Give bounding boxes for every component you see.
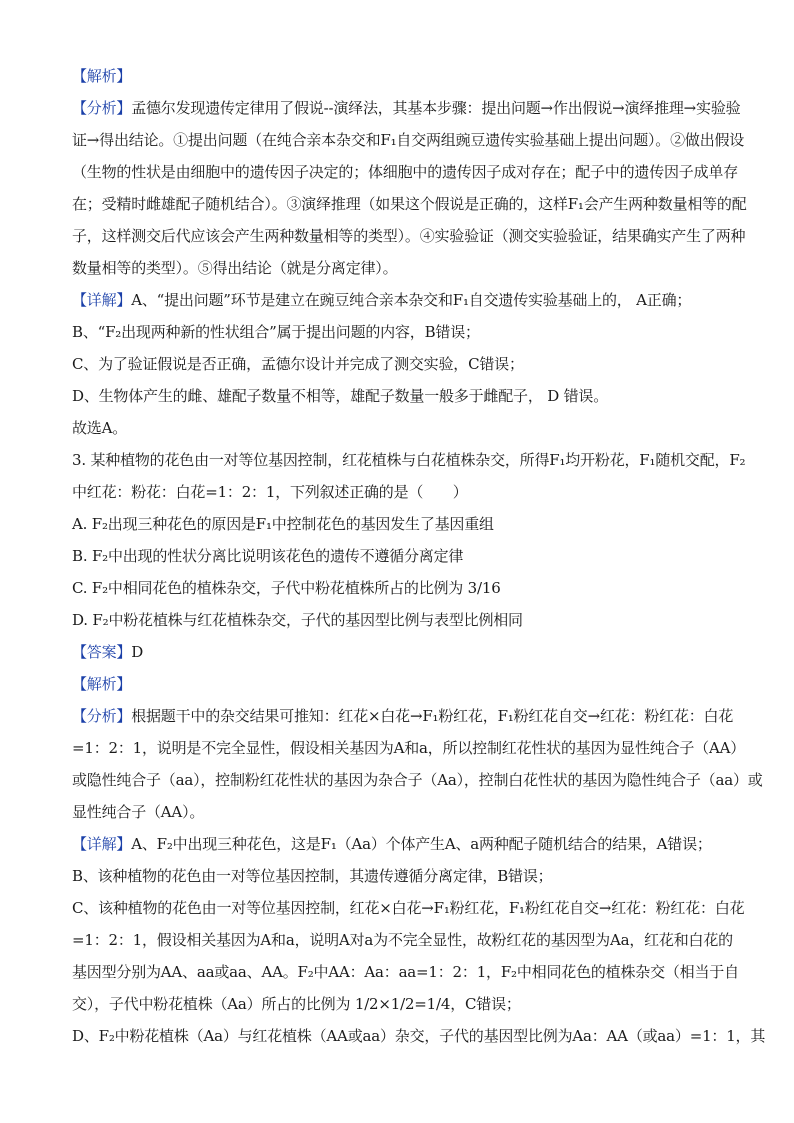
conclusion-line: 故选A。 <box>72 419 128 437</box>
fenxi-line: （生物的性状是由细胞中的遗传因子决定的；体细胞中的遗传因子成对存在；配子中的遗传因子成单存 <box>72 163 739 181</box>
fenxi-line <box>72 98 741 118</box>
fenxi-text: 孟德尔发现遗传定律用了假说--演绎法，其基本步骤：提出问题→作出假说→演绎推理→实验验 <box>131 99 741 117</box>
fenxi-line <box>72 706 732 726</box>
fenxi-line: 子，这样测交后代应该会产生两种数量相等的类型）。④实验验证（测交实验验证，结果确实产生了两种 <box>72 227 746 245</box>
xiangjie-text: A、“提出问题”环节是建立在豌豆纯合亲本杂交和F₁自交遗传实验基础上的， A正确； <box>131 291 692 309</box>
jiexi-heading <box>72 66 732 86</box>
fenxi-line: 或隐性纯合子（aa），控制粉红花性状的基因为杂合子（Aa），控制白花性状的基因为隐性纯合子（aa）或 <box>72 771 763 789</box>
jiexi-heading <box>72 674 732 694</box>
xiangjie-line: B、该种植物的花色由一对等位基因控制，其遗传遵循分离定律，B错误； <box>72 867 553 885</box>
fenxi-text: 根据题干中的杂交结果可推知：红花×白花→F₁粉红花，F₁粉红花自交→红花：粉红花：白花 <box>131 707 734 725</box>
xiangjie-line: C、为了验证假说是否正确，孟德尔设计并完成了测交实验，C错误； <box>72 355 524 373</box>
xiangjie-line: 交），子代中粉花植株（Aa）所占的比例为 1/2×1/2=1/4，C错误； <box>72 995 521 1013</box>
xiangjie-tag: 【详解】 <box>72 835 132 853</box>
xiangjie-tag: 【详解】 <box>72 291 132 309</box>
option-a: A. F₂出现三种花色的原因是F₁中控制花色的基因发生了基因重组 <box>72 515 494 533</box>
fenxi-line: =1：2：1，说明是不完全显性，假设相关基因为A和a，所以控制红花性状的基因为显性纯合子（AA） <box>72 739 746 757</box>
xiangjie-line: C、该种植物的花色由一对等位基因控制，红花×白花→F₁粉红花，F₁粉红花自交→红花：粉红花：白花 <box>72 899 745 917</box>
xiangjie-line: =1：2：1，假设相关基因为A和a，说明A对a为不完全显性，故粉红花的基因型为Aa，红花和白花的 <box>72 931 733 949</box>
jiexi-tag: 【解析】 <box>72 675 132 693</box>
option-d: D. F₂中粉花植株与红花植株杂交，子代的基因型比例与表型比例相同 <box>72 611 523 629</box>
option-b: B. F₂中出现的性状分离比说明该花色的遗传不遵循分离定律 <box>72 547 464 565</box>
fenxi-tag: 【分析】 <box>72 707 132 725</box>
fenxi-line: 在；受精时雌雄配子随机结合）。③演绎推理（如果这个假说是正确的，这样F₁会产生两种数量相等的配 <box>72 195 747 213</box>
xiangjie-line <box>72 290 732 310</box>
xiangjie-line: D、F₂中粉花植株（Aa）与红花植株（AA或aa）杂交，子代的基因型比例为Aa：AA（或aa）=1：1，其 <box>72 1027 766 1045</box>
xiangjie-line: 基因型分别为AA、aa或aa、AA。F₂中AA：Aa：aa=1：2：1，F₂中相同花色的植株杂交（相当于自 <box>72 963 739 981</box>
xiangjie-text: A、F₂中出现三种花色，这是F₁（Aa）个体产生A、a两种配子随机结合的结果，A错误； <box>131 835 712 853</box>
xiangjie-line: D、生物体产生的雌、雄配子数量不相等，雄配子数量一般多于雌配子， D 错误。 <box>72 387 608 405</box>
xiangjie-line <box>72 834 732 854</box>
fenxi-line: 数量相等的类型）。⑤得出结论（就是分离定律）。 <box>72 259 398 277</box>
question-stem: 3. 某种植物的花色由一对等位基因控制，红花植株与白花植株杂交，所得F₁均开粉花，F₁随机交配，F₂ <box>72 451 746 469</box>
fenxi-line: 显性纯合子（AA）。 <box>72 803 205 821</box>
answer-value: D <box>131 643 144 661</box>
fenxi-tag: 【分析】 <box>72 99 132 117</box>
jiexi-tag: 【解析】 <box>72 67 132 85</box>
fenxi-line: 证→得出结论。①提出问题（在纯合亲本杂交和F₁自交两组豌豆遗传实验基础上提出问题）。②做出假设 <box>72 131 745 149</box>
option-c: C. F₂中相同花色的植株杂交，子代中粉花植株所占的比例为 3/16 <box>72 579 501 597</box>
answer-tag: 【答案】 <box>72 643 132 661</box>
question-stem: 中红花：粉花：白花=1：2：1，下列叙述正确的是（ ） <box>72 483 468 501</box>
xiangjie-line: B、“F₂出现两种新的性状组合”属于提出问题的内容，B错误； <box>72 323 480 341</box>
answer-line <box>72 642 732 662</box>
